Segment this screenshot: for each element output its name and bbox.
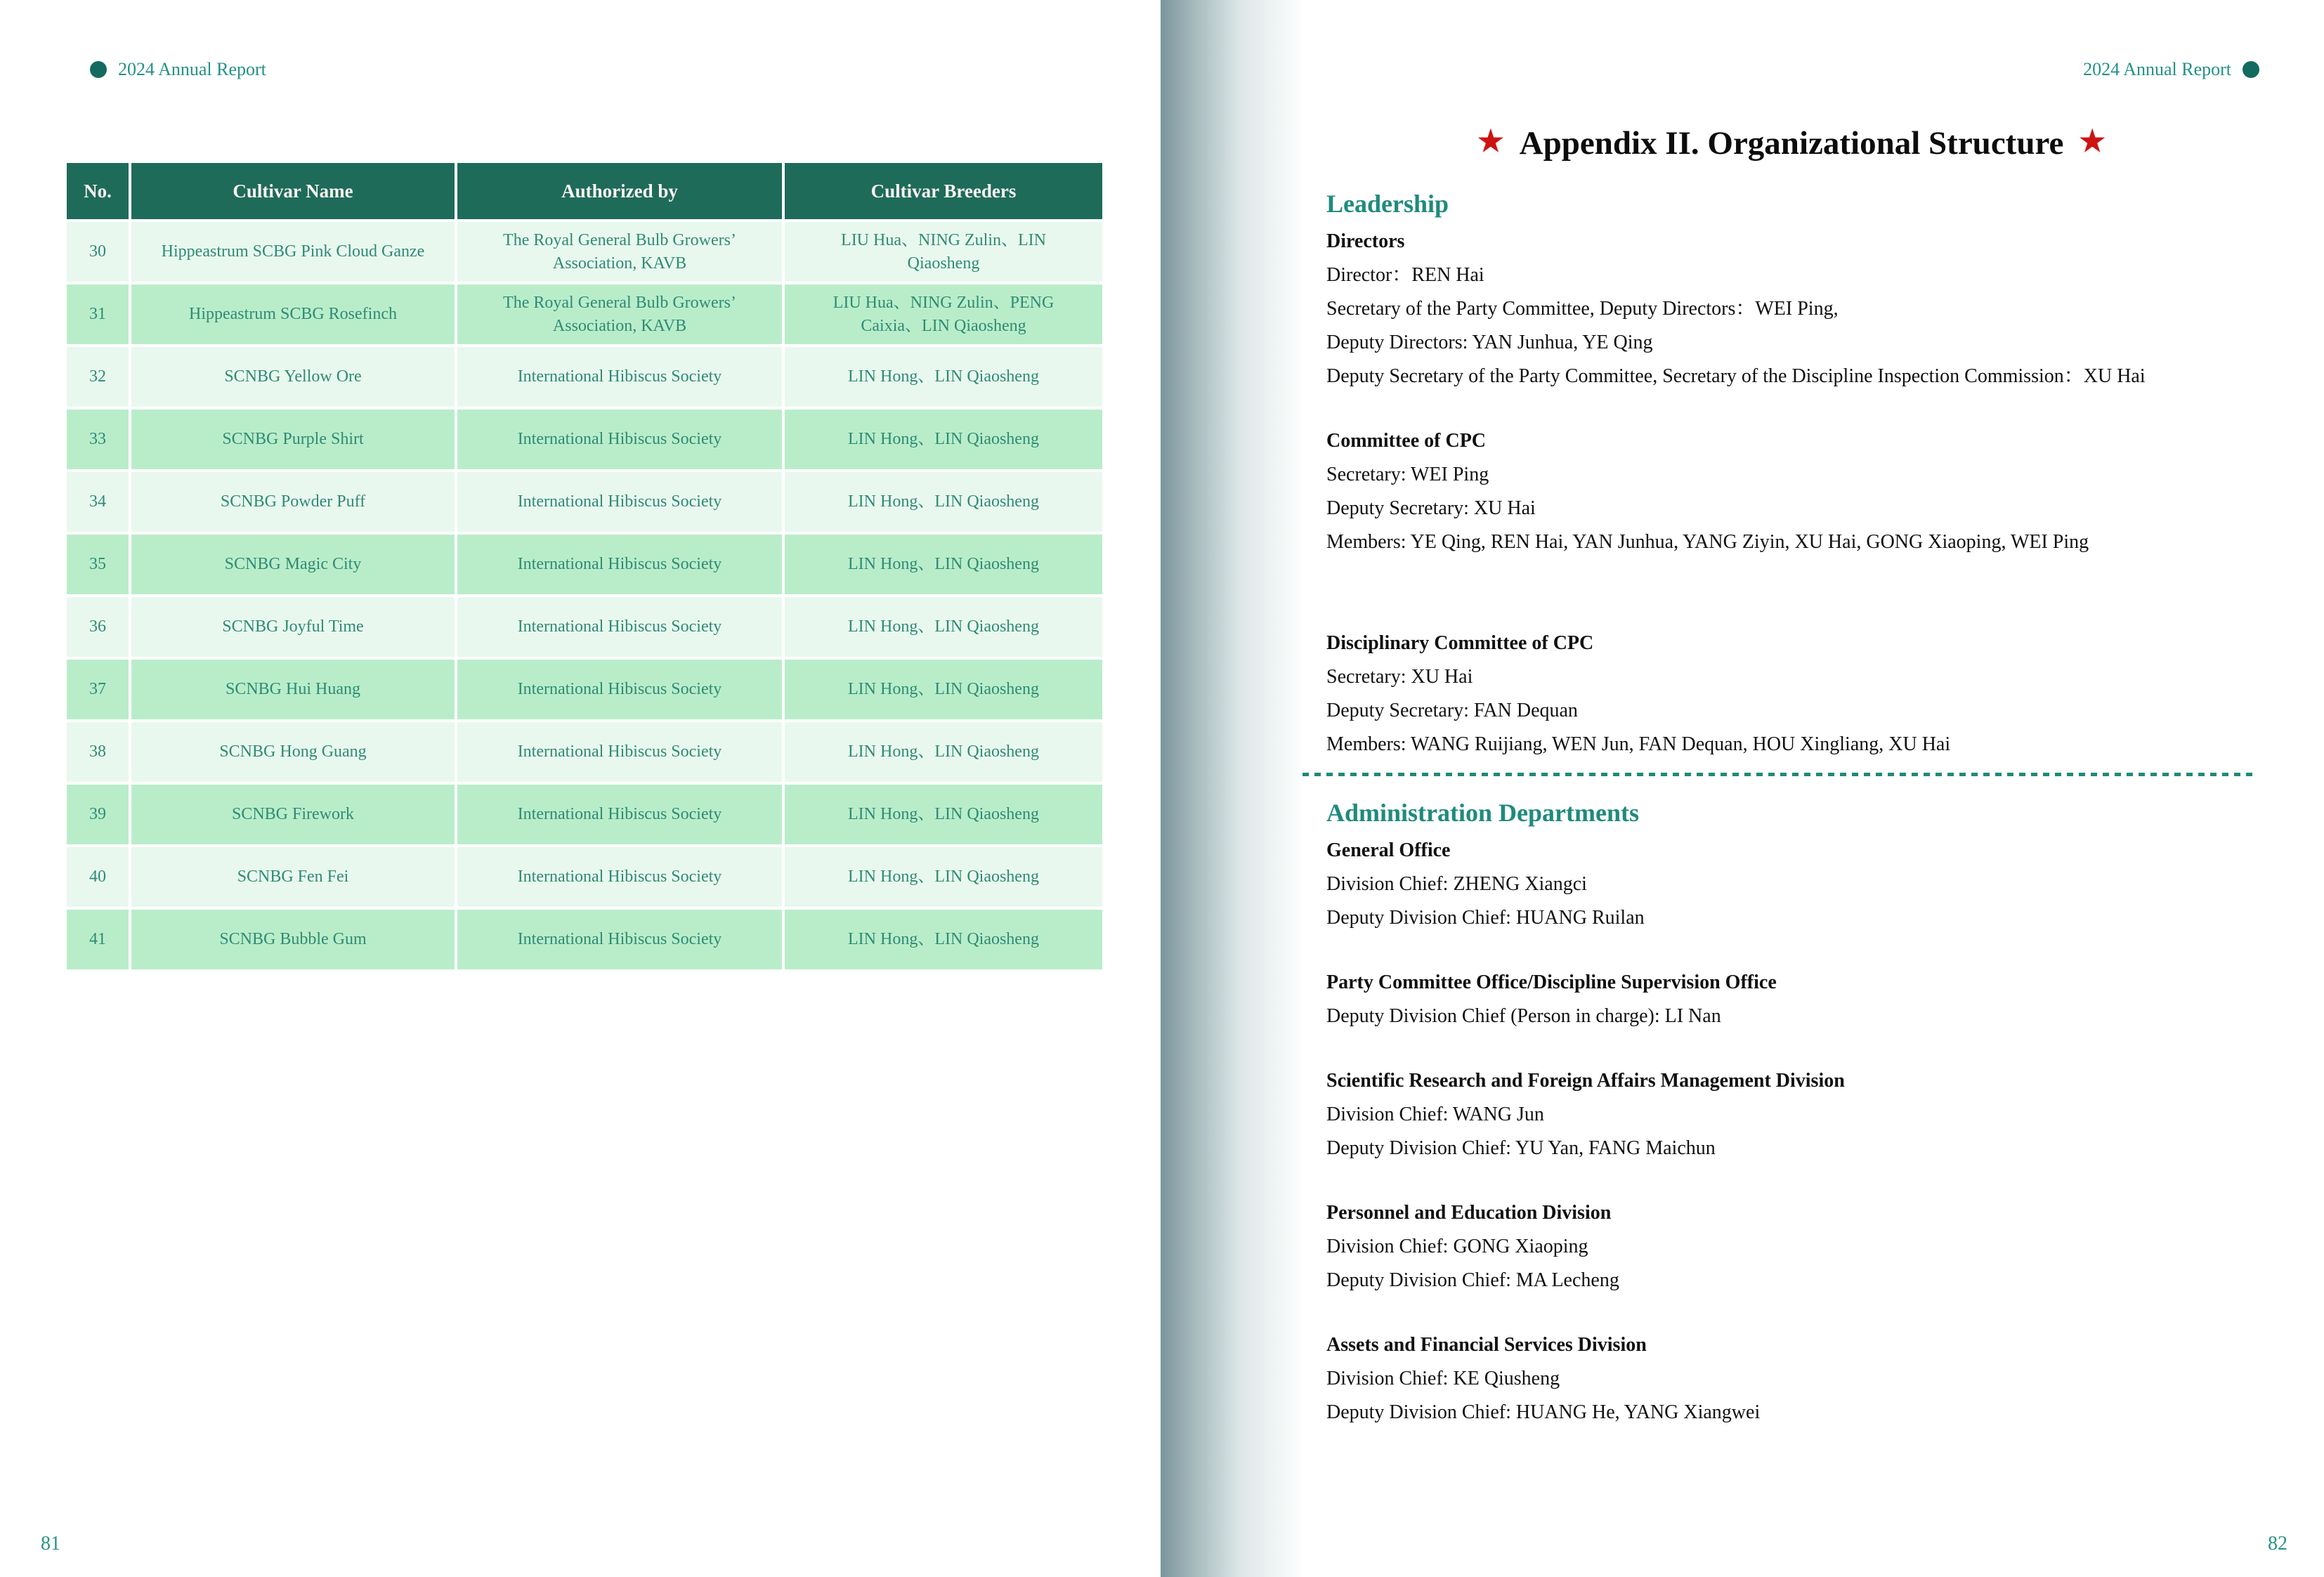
cell-breeders: LIN Hong、LIN Qiaosheng xyxy=(785,847,1102,907)
cell-name: SCNBG Hui Huang xyxy=(131,660,455,719)
group-line: Members: YE Qing, REN Hai, YAN Junhua, YANG Ziyin, XU Hai, GONG Xiaoping, WEI Ping xyxy=(1326,531,2089,553)
cell-name: SCNBG Yellow Ore xyxy=(131,347,455,407)
cell-breeders: LIN Hong、LIN Qiaosheng xyxy=(785,597,1102,657)
table-row xyxy=(67,847,1102,907)
cell-breeders: LIU Hua、NING Zulin、PENG Caixia、LIN Qiaosheng xyxy=(785,284,1102,344)
group-title: Assets and Financial Services Division xyxy=(1326,1334,1647,1356)
org-group xyxy=(1326,834,2265,935)
row-no: 34 xyxy=(67,472,129,532)
cell-name: SCNBG Purple Shirt xyxy=(131,410,455,469)
star-icon: ★ xyxy=(2079,126,2106,158)
cell-authorized: International Hibiscus Society xyxy=(457,410,782,469)
table-row xyxy=(67,347,1102,407)
group-line: Secretary: WEI Ping xyxy=(1326,464,1489,485)
row-no: 39 xyxy=(67,785,129,844)
group-line: Deputy Secretary: XU Hai xyxy=(1326,497,1536,519)
table-row xyxy=(67,284,1102,344)
section-heading: Leadership xyxy=(1326,190,1449,218)
group-title: Disciplinary Committee of CPC xyxy=(1326,632,1594,654)
table-row xyxy=(67,597,1102,657)
cell-name: Hippeastrum SCBG Rosefinch xyxy=(131,284,455,344)
cell-breeders: LIU Hua、NING Zulin、LIN Qiaosheng xyxy=(785,222,1102,282)
table-row xyxy=(67,660,1102,719)
table-row xyxy=(67,722,1102,782)
section-heading: Administration Departments xyxy=(1326,799,1639,827)
cell-name: SCNBG Bubble Gum xyxy=(131,910,455,969)
org-group xyxy=(1326,627,2265,761)
cell-breeders: LIN Hong、LIN Qiaosheng xyxy=(785,347,1102,407)
cell-authorized: The Royal General Bulb Growers’ Association, KAVB xyxy=(457,222,782,282)
star-icon: ★ xyxy=(1477,126,1504,158)
group-line: Secretary: XU Hai xyxy=(1326,666,1473,688)
cell-authorized: International Hibiscus Society xyxy=(457,597,782,657)
cell-authorized: International Hibiscus Society xyxy=(457,785,782,844)
cell-authorized: International Hibiscus Society xyxy=(457,660,782,719)
row-no: 37 xyxy=(67,660,129,719)
page-gutter-shadow xyxy=(1161,0,1305,1577)
cell-name: SCNBG Fen Fei xyxy=(131,847,455,907)
group-line: Division Chief: WANG Jun xyxy=(1326,1104,1544,1125)
row-no: 40 xyxy=(67,847,129,907)
cell-breeders: LIN Hong、LIN Qiaosheng xyxy=(785,535,1102,594)
cultivar-table xyxy=(64,160,1105,972)
group-line: Deputy Directors: YAN Junhua, YE Qing xyxy=(1326,332,1653,353)
group-title: Committee of CPC xyxy=(1326,430,1487,452)
cell-breeders: LIN Hong、LIN Qiaosheng xyxy=(785,785,1102,844)
appendix-title-text: Appendix II. Organizational Structure xyxy=(1519,125,2064,162)
group-line: Members: WANG Ruijiang, WEN Jun, FAN Dequan, HOU Xingliang, XU Hai xyxy=(1326,733,1951,755)
table-row xyxy=(67,222,1102,282)
group-title: Party Committee Office/Discipline Supervision Office xyxy=(1326,971,1777,993)
cell-breeders: LIN Hong、LIN Qiaosheng xyxy=(785,722,1102,782)
cell-authorized: International Hibiscus Society xyxy=(457,847,782,907)
group-line: Division Chief: KE Qiusheng xyxy=(1326,1368,1560,1389)
column-header: Authorized by xyxy=(457,163,782,219)
org-group xyxy=(1326,1064,2265,1165)
bullet-dot-icon xyxy=(2243,61,2259,78)
table-head-row xyxy=(67,163,1102,219)
group-title: General Office xyxy=(1326,839,1451,861)
group-title: Directors xyxy=(1326,230,1405,252)
left-header-label: 2024 Annual Report xyxy=(118,59,266,79)
bullet-dot-icon xyxy=(90,61,107,78)
cell-name: SCNBG Firework xyxy=(131,785,455,844)
cell-name: SCNBG Hong Guang xyxy=(131,722,455,782)
group-line: Deputy Division Chief: HUANG Ruilan xyxy=(1326,907,1645,929)
org-group xyxy=(1326,225,2265,393)
org-group xyxy=(1326,1328,2265,1429)
right-header-label: 2024 Annual Report xyxy=(2083,59,2231,79)
row-no: 31 xyxy=(67,284,129,344)
table-row xyxy=(67,410,1102,469)
table-row xyxy=(67,472,1102,532)
group-line: Deputy Secretary: FAN Dequan xyxy=(1326,700,1578,721)
table-row xyxy=(67,910,1102,969)
cell-name: Hippeastrum SCBG Pink Cloud Ganze xyxy=(131,222,455,282)
org-group xyxy=(1326,966,2265,1033)
row-no: 41 xyxy=(67,910,129,969)
group-line: Division Chief: ZHENG Xiangci xyxy=(1326,873,1587,895)
group-title: Scientific Research and Foreign Affairs Management Division xyxy=(1326,1070,1845,1092)
column-header: Cultivar Name xyxy=(131,163,455,219)
cell-breeders: LIN Hong、LIN Qiaosheng xyxy=(785,472,1102,532)
org-section xyxy=(1326,797,2265,1429)
right-sections xyxy=(1326,188,2265,1429)
group-line: Deputy Secretary of the Party Committee, Secretary of the Discipline Inspection Commission：XU Hai xyxy=(1326,365,2146,387)
left-page-header xyxy=(90,59,266,80)
group-line: Secretary of the Party Committee, Deputy Directors：WEI Ping, xyxy=(1326,298,1839,320)
group-line: Deputy Division Chief: MA Lecheng xyxy=(1326,1269,1619,1291)
org-section xyxy=(1326,188,2265,761)
cell-authorized: The Royal General Bulb Growers’ Association, KAVB xyxy=(457,284,782,344)
row-no: 32 xyxy=(67,347,129,407)
table-row xyxy=(67,535,1102,594)
row-no: 38 xyxy=(67,722,129,782)
row-no: 30 xyxy=(67,222,129,282)
cell-authorized: International Hibiscus Society xyxy=(457,910,782,969)
group-line: Division Chief: GONG Xiaoping xyxy=(1326,1236,1588,1257)
cell-authorized: International Hibiscus Society xyxy=(457,472,782,532)
column-header: No. xyxy=(67,163,129,219)
cell-name: SCNBG Magic City xyxy=(131,535,455,594)
cell-breeders: LIN Hong、LIN Qiaosheng xyxy=(785,660,1102,719)
org-group xyxy=(1326,1196,2265,1297)
page-number-right: 82 xyxy=(2268,1533,2287,1555)
right-page-header xyxy=(2083,59,2259,80)
row-no: 36 xyxy=(67,597,129,657)
org-group xyxy=(1326,424,2265,559)
cell-authorized: International Hibiscus Society xyxy=(457,722,782,782)
group-line: Deputy Division Chief: HUANG He, YANG Xiangwei xyxy=(1326,1401,1761,1423)
appendix-title xyxy=(1321,124,2262,162)
group-line: Director：REN Hai xyxy=(1326,264,1484,286)
row-no: 33 xyxy=(67,410,129,469)
group-title: Personnel and Education Division xyxy=(1326,1202,1612,1224)
cell-authorized: International Hibiscus Society xyxy=(457,347,782,407)
cell-name: SCNBG Powder Puff xyxy=(131,472,455,532)
table-body xyxy=(67,222,1102,969)
row-no: 35 xyxy=(67,535,129,594)
cell-authorized: International Hibiscus Society xyxy=(457,535,782,594)
page-number-left: 81 xyxy=(41,1533,60,1555)
group-line: Deputy Division Chief (Person in charge): LI Nan xyxy=(1326,1005,1721,1027)
column-header: Cultivar Breeders xyxy=(785,163,1102,219)
cell-breeders: LIN Hong、LIN Qiaosheng xyxy=(785,410,1102,469)
cell-name: SCNBG Joyful Time xyxy=(131,597,455,657)
cell-breeders: LIN Hong、LIN Qiaosheng xyxy=(785,910,1102,969)
table-row xyxy=(67,785,1102,844)
dashed-divider xyxy=(1303,773,2258,776)
group-line: Deputy Division Chief: YU Yan, FANG Maichun xyxy=(1326,1137,1716,1159)
